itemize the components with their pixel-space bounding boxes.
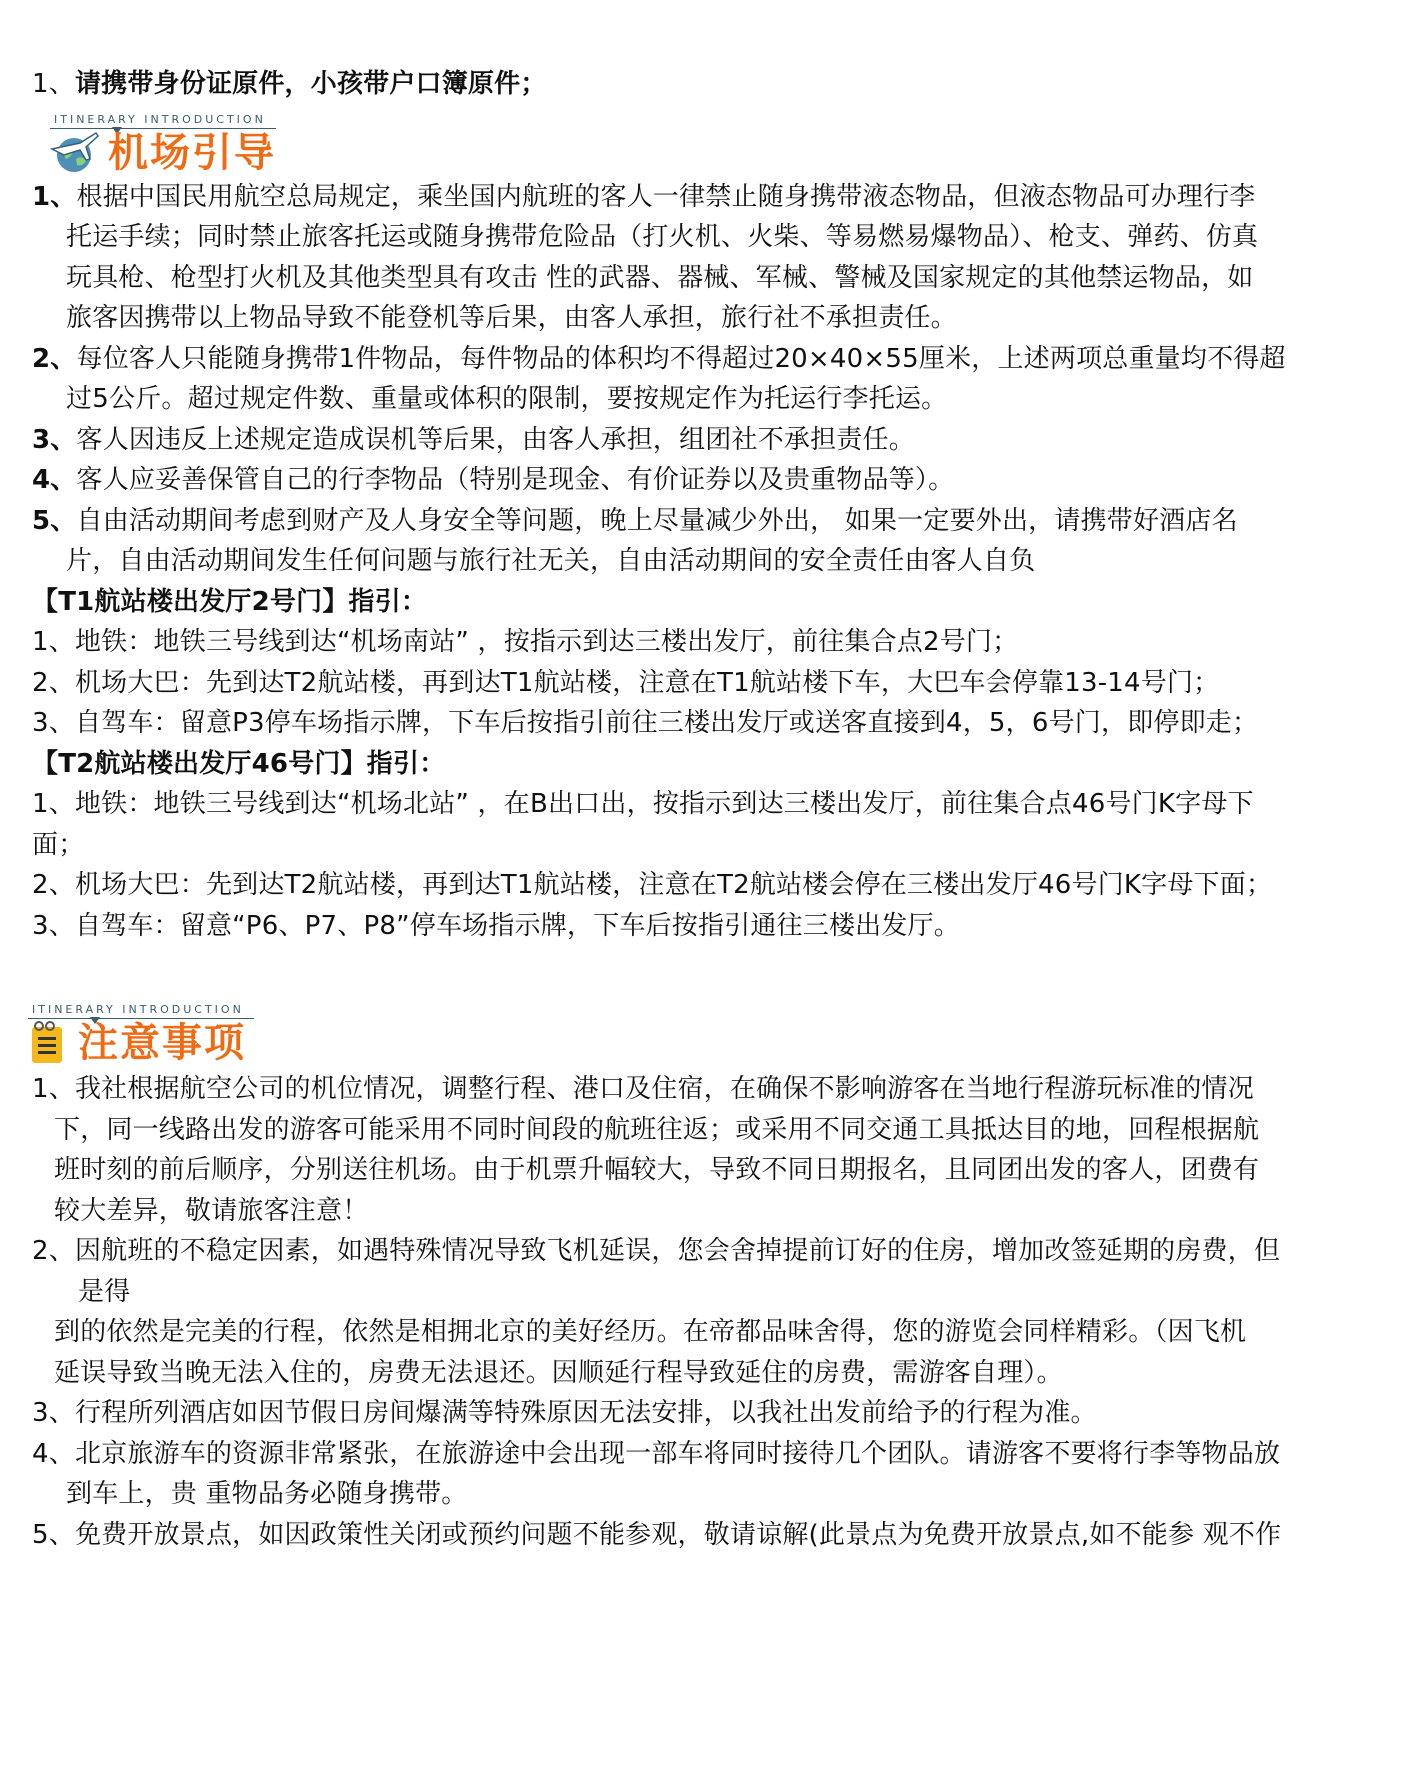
rule-text: 自由活动期间考虑到财产及人身安全等问题，晚上尽量减少外出， 如果一定要外出，请携带好酒店名 — [76, 506, 1238, 536]
rule-number: 3、 — [32, 425, 77, 455]
t2-item-bus: 2、机场大巴：先到达T2航站楼，再到达T1航站楼，注意在T2航站楼会停在三楼出发厅46号门K字母下面； — [32, 870, 1273, 900]
note-4-line-2: 到车上，贵 重物品务必随身携带。 — [66, 1479, 468, 1509]
airport-guide-caption: ITINERARY INTRODUCTION — [54, 113, 266, 126]
rule-text: 每位客人只能随身携带1件物品，每件物品的体积均不得超过20×40×55厘米，上述两项总重量均不得超 — [76, 344, 1286, 374]
note-2-line-1: 2、因航班的不稳定因素，如遇特殊情况导致飞机延误，您会舍掉提前订好的住房，增加改签延期的房费，但 — [32, 1236, 1281, 1266]
rule-1-line-2: 托运手续；同时禁止旅客托运或随身携带危险品（打火机、火柴、等易燃易爆物品）、枪支、弹药、仿真 — [66, 222, 1259, 252]
rule-1-line-3: 玩具枪、枪型打火机及其他类型具有攻击 性的武器、器械、军械、警械及国家规定的其他禁运物品，如 — [66, 263, 1254, 293]
note-1-line-2: 下，同一线路出发的游客可能采用不同时间段的航班往返；或采用不同交通工具抵达目的地，回程根据航 — [54, 1115, 1260, 1145]
rule-number: 5、 — [32, 506, 77, 536]
note-1-line-3: 班时刻的前后顺序，分别送往机场。由于机票升幅较大，导致不同日期报名，且同团出发的客人，团费有 — [54, 1155, 1260, 1185]
t2-item-subway-cont: 面； — [32, 830, 85, 860]
globe-plane-icon — [50, 129, 102, 175]
t2-heading: 【T2航站楼出发厅46号门】指引： — [32, 749, 446, 779]
note-1-line-4: 较大差异，敬请旅客注意！ — [54, 1196, 369, 1226]
notes-header — [28, 1003, 268, 1065]
t2-item-subway: 1、地铁：地铁三号线到达“机场北站” ，在B出口出，按指示到达三楼出发厅，前往集合点46号门K字母下 — [32, 789, 1254, 819]
note-2-line-4: 延误导致当晚无法入住的，房费无法退还。因顺延行程导致延住的房费，需游客自理）。 — [54, 1358, 1063, 1388]
rule-1-line-4: 旅客因携带以上物品导致不能登机等后果，由客人承担，旅行社不承担责任。 — [66, 303, 957, 333]
notes-caption: ITINERARY INTRODUCTION — [32, 1003, 244, 1016]
rule-4 — [32, 463, 954, 497]
rule-2 — [32, 342, 1286, 376]
t1-item-drive: 3、自驾车：留意P3停车场指示牌，下车后按指引前往三楼出发厅或送客直接到4，5，6号门，即停即走； — [32, 708, 1259, 738]
rule-number: 1、 — [32, 182, 77, 212]
rule-2-line-2: 过5公斤。超过规定件数、重量或体积的限制，要按规定作为托运行李托运。 — [66, 384, 948, 414]
note-2-line-2: 是得 — [78, 1277, 131, 1307]
airport-guide-header — [50, 113, 290, 175]
notes-title: 注意事项 — [78, 1020, 246, 1066]
rule-5-line-2: 片，自由活动期间发生任何问题与旅行社无关，自由活动期间的安全责任由客人自负 — [66, 546, 1036, 576]
note-1-line-1: 1、我社根据航空公司的机位情况，调整行程、港口及住宿，在确保不影响游客在当地行程游玩标准的情况 — [32, 1074, 1254, 1104]
note-5-line-1: 5、免费开放景点，如因政策性关闭或预约问题不能参观，敬请谅解(此景点为免费开放景点,如不能参 观不作 — [32, 1520, 1282, 1550]
rule-number: 2、 — [32, 344, 77, 374]
note-2-line-3: 到的依然是完美的行程，依然是相拥北京的美好经历。在帝都品味舍得，您的游览会同样精彩。（因飞机 — [54, 1317, 1247, 1347]
notepad-icon — [28, 1019, 80, 1065]
rule-text: 根据中国民用航空总局规定，乘坐国内航班的客人一律禁止随身携带液态物品，但液态物品可办理行李 — [76, 182, 1256, 212]
rule-text: 客人因违反上述规定造成误机等后果，由客人承担，组团社不承担责任。 — [76, 425, 915, 455]
rule-number: 4、 — [32, 465, 77, 495]
note-4-line-1: 4、北京旅游车的资源非常紧张，在旅游途中会出现一部车将同时接待几个团队。请游客不要将行李等物品放 — [32, 1439, 1281, 1469]
rule-1 — [32, 180, 1256, 214]
top-note-text: 请携带身份证原件，小孩带户口簿原件； — [74, 69, 547, 99]
top-note — [32, 67, 547, 101]
note-3: 3、行程所列酒店如因节假日房间爆满等特殊原因无法安排，以我社出发前给予的行程为准。 — [32, 1398, 1097, 1428]
rule-3 — [32, 423, 915, 457]
t1-heading: 【T1航站楼出发厅2号门】指引： — [32, 587, 428, 617]
t1-item-bus: 2、机场大巴：先到达T2航站楼，再到达T1航站楼，注意在T1航站楼下车，大巴车会停靠13-14号门； — [32, 668, 1220, 698]
t2-item-drive: 3、自驾车：留意“P6、P7、P8”停车场指示牌，下车后按指引通往三楼出发厅。 — [32, 911, 960, 941]
t1-item-subway: 1、地铁：地铁三号线到达“机场南站” ，按指示到达三楼出发厅，前往集合点2号门； — [32, 627, 1019, 657]
rule-text: 客人应妥善保管自己的行李物品（特别是现金、有价证券以及贵重物品等）。 — [76, 465, 955, 495]
rule-5 — [32, 504, 1238, 538]
top-note-number: 1、 — [32, 69, 75, 99]
airport-guide-title: 机场引导 — [108, 130, 276, 176]
